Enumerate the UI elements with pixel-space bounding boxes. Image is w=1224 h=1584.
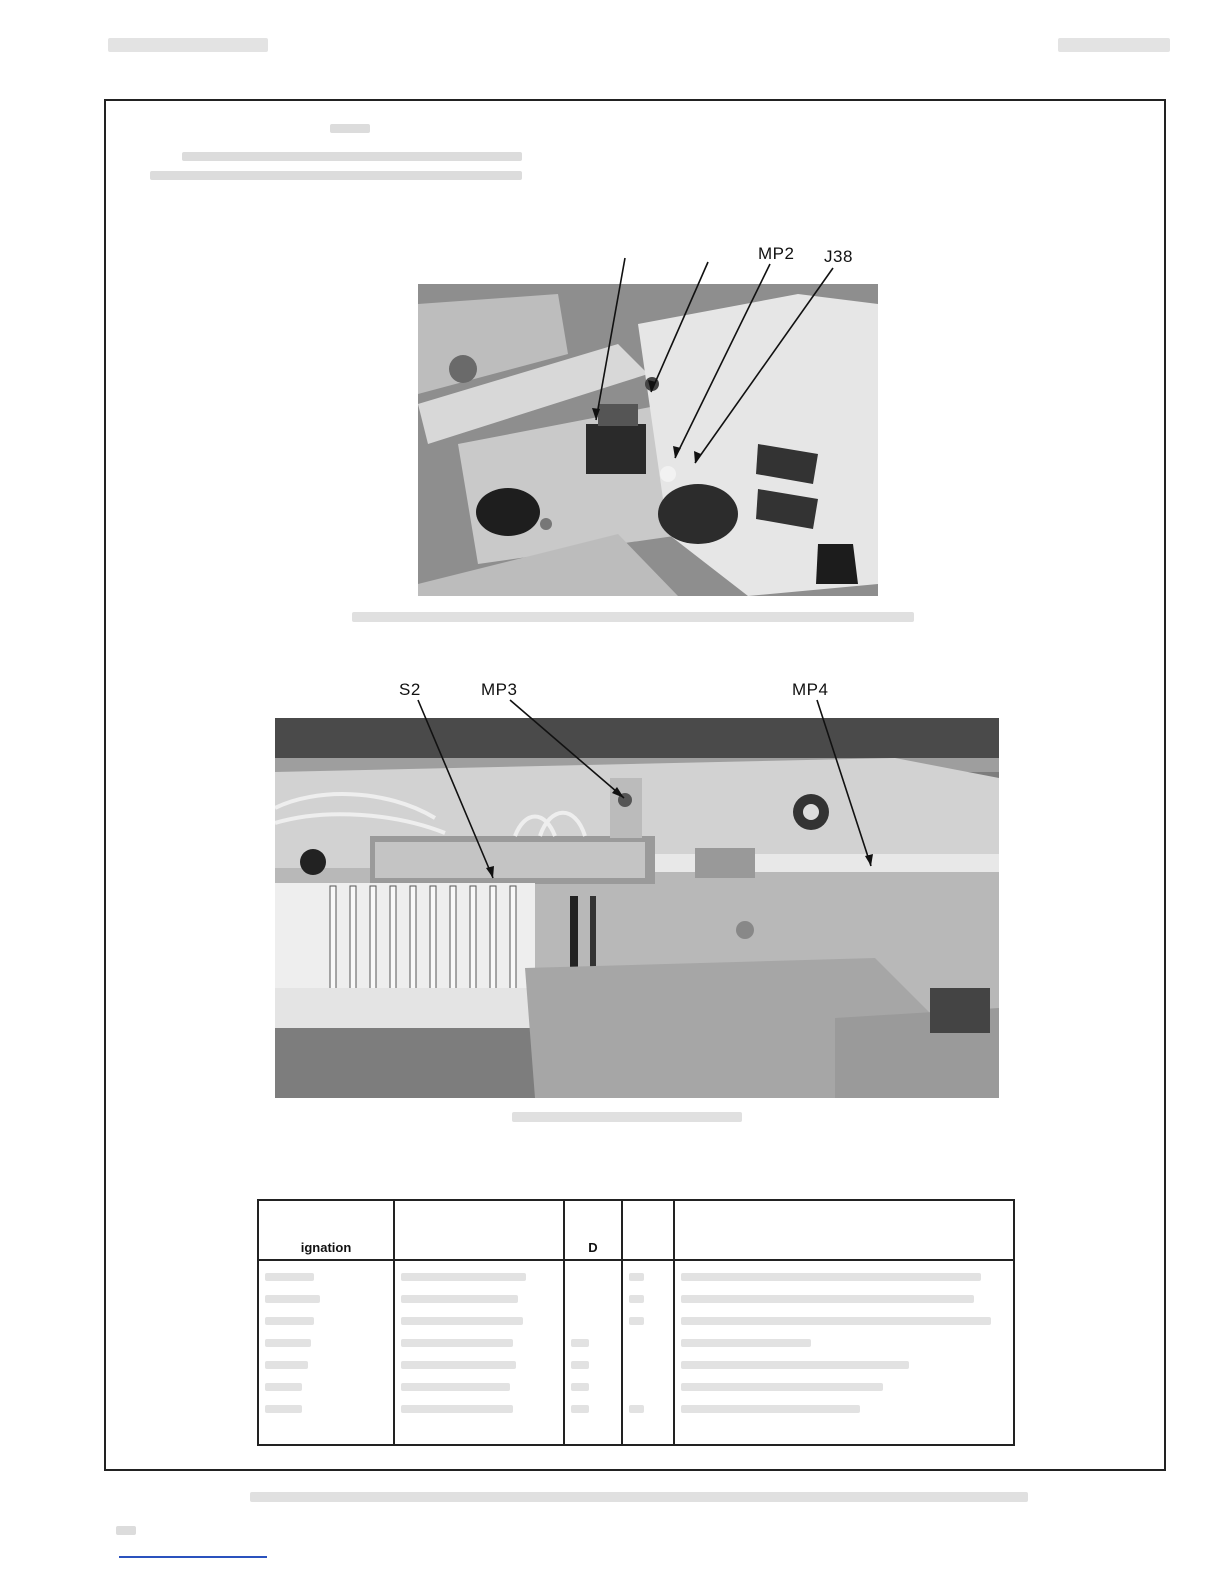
callout-mp4: MP4 — [792, 680, 829, 699]
table-cell — [564, 1260, 622, 1445]
running-header-right — [1058, 38, 1170, 52]
parts-table — [257, 1199, 1015, 1446]
faded-caption-top — [352, 612, 914, 622]
callout-s2: S2 — [399, 680, 421, 699]
faded-heading-line — [330, 124, 370, 133]
callout-j38: J38 — [824, 247, 853, 266]
top-photo-image — [418, 284, 878, 596]
faded-page-number — [116, 1526, 136, 1535]
table-cell — [622, 1260, 674, 1445]
header-quantity — [622, 1200, 674, 1260]
table-cell — [258, 1260, 394, 1445]
footer-rule — [119, 1556, 267, 1558]
table-header-row — [258, 1200, 1014, 1260]
header-description — [674, 1200, 1014, 1260]
header-designation: ignation — [258, 1200, 394, 1260]
table-cell — [674, 1260, 1014, 1445]
faded-heading-line — [182, 152, 522, 161]
table-cell — [394, 1260, 564, 1445]
callout-mp3: MP3 — [481, 680, 518, 699]
faded-caption-bottom — [512, 1112, 742, 1122]
faded-footer-caption — [250, 1492, 1028, 1502]
header-check-digit: D — [564, 1200, 622, 1260]
top-photograph — [418, 284, 878, 596]
bottom-photo-image — [275, 718, 999, 1098]
bottom-photograph — [275, 718, 999, 1098]
table-body-row — [258, 1260, 1014, 1445]
faded-heading-line — [150, 171, 522, 180]
callout-mp2: MP2 — [758, 244, 795, 263]
header-part-number — [394, 1200, 564, 1260]
running-header-left — [108, 38, 268, 52]
